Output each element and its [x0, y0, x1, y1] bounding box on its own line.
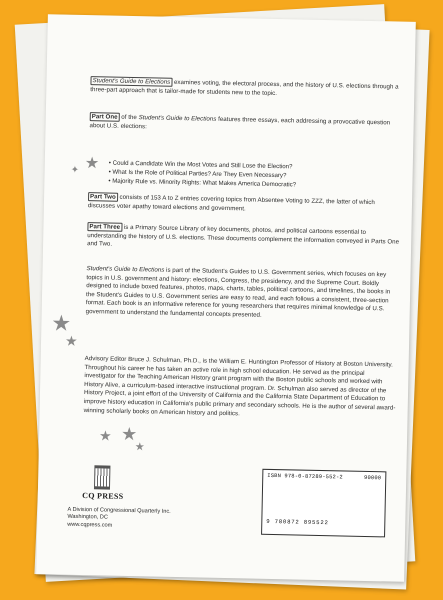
- part-two-text: consists of 153 A to Z entries covering topics from Absentee Voting to ZZZ, the latter of which discusses voter apathy toward elections and government.: [87, 193, 375, 212]
- star-icon: ✦: [70, 164, 80, 176]
- barcode-bar: [304, 482, 305, 516]
- barcode-bar: [383, 483, 384, 517]
- barcode-bar: [302, 482, 303, 516]
- barcode-bar: [325, 482, 326, 516]
- publisher-website: www.cqpress.com: [67, 521, 113, 529]
- star-icon: ★: [120, 423, 138, 445]
- barcode-bar: [385, 483, 386, 517]
- barcode-bar: [322, 482, 323, 516]
- star-icon: ★: [51, 310, 72, 336]
- barcode-bar: [268, 481, 269, 515]
- barcode-bar: [280, 481, 281, 515]
- barcode-bar: [331, 482, 332, 516]
- list-item: • Majority Rule vs. Minority Rights: What Makes America Democratic?: [108, 177, 378, 191]
- intro-paragraph: [90, 77, 402, 101]
- series-text: is part of the Student's Guides to U.S. Government series, which focuses on key topics in U.S. government and history: elections, Congress, the presidency, and the Supreme Court. Boldly designed to include boxed features, photos, maps, charts, tables, political cartoons, and timelines, the books in the Student's Guides to U.S. Government series are easy to read, and each follows a consistent, three-section format. Each book is an informative reference for young researchers that requires minimal knowledge of U.S. government to understand the fundamental concepts presented.: [85, 266, 391, 319]
- back-cover-page: [36, 14, 416, 582]
- barcode-bar: [307, 482, 308, 516]
- publisher-info: [67, 507, 171, 531]
- barcode-bar: [349, 483, 350, 517]
- star-icon: ★: [84, 155, 100, 173]
- barcode-bar: [370, 483, 371, 517]
- barcode-bar: [289, 481, 290, 515]
- barcode-digits: 9 780872 895522: [266, 517, 329, 527]
- barcode-bar: [338, 482, 339, 516]
- barcode-bar: [374, 483, 375, 517]
- barcode-bar: [320, 482, 321, 516]
- isbn-number: ISBN 978-0-87289-552-2: [267, 472, 343, 481]
- barcode-bar: [298, 482, 299, 516]
- column-icon: [94, 465, 110, 489]
- barcode-bar: [311, 482, 312, 516]
- barcode-bar: [356, 483, 357, 517]
- barcode-bar: [266, 481, 267, 515]
- part-three-text: is a Primary Source Library of key documents, photos, and political cartoons essential to understanding the history of U.S. elections. These documents complement the information conveyed in Parts One and Two.: [87, 223, 400, 248]
- barcode-bar: [293, 481, 294, 515]
- advisory-text: Advisory Editor Bruce J. Schulman, Ph.D., is the William E. Huntington Professor of History at Boston University. Throughout his career he has taken an active role in high school education. He served as the principal investigator for the Teaching American History grant program with the Boston public schools and worked with History Alive, a curriculum-based interactive instructional program. Dr. Schulman also served as director of the History Project, a joint effort of the University of California and the California State Department of Education to improve history education in California's public primary and secondary schools. He is the author of several award-winning scholarly books on American history and politics.: [83, 355, 396, 417]
- barcode-bar: [340, 482, 341, 516]
- barcode-bar: [313, 482, 314, 516]
- barcode-bar: [394, 484, 395, 518]
- barcode-bar: [358, 483, 359, 517]
- part-three-paragraph: [87, 223, 399, 255]
- barcode-bar: [284, 481, 285, 515]
- logo-text: CQ PRESS: [82, 491, 124, 501]
- barcode-bar: [329, 482, 330, 516]
- barcode-bar: [365, 483, 366, 517]
- part-two-paragraph: [88, 193, 400, 217]
- cq-press-logo: [68, 465, 139, 501]
- intro-text: examines voting, the electoral process, and the history of U.S. elections through a three-part approach that is tailor-made for students new to the topic.: [90, 78, 399, 97]
- part-one-paragraph: [89, 113, 401, 137]
- barcode-bar: [316, 482, 317, 516]
- advisory-editor-paragraph: [84, 355, 397, 422]
- barcode-bar: [295, 482, 296, 516]
- barcode-bar: [367, 483, 368, 517]
- part-one-text-b: features three essays, each addressing a provocative question about U.S. elections:: [89, 115, 391, 130]
- barcode-bar: [286, 481, 287, 515]
- barcode-bar: [403, 484, 404, 518]
- part-three-label: Part Three: [87, 222, 122, 232]
- part-one-text-a: of the: [119, 113, 139, 122]
- part-two-label: Part Two: [88, 192, 118, 202]
- star-icon: ★: [64, 332, 78, 349]
- barcode-bar: [347, 483, 348, 517]
- book-title: Student's Guide to Elections: [138, 114, 217, 123]
- barcode-bar: [275, 481, 276, 515]
- barcode-bar: [277, 481, 278, 515]
- barcode-bar: [388, 483, 389, 517]
- essay-question-list: [108, 160, 378, 192]
- barcode-bars: [266, 481, 381, 519]
- series-paragraph: [86, 265, 399, 323]
- barcode-bar: [392, 484, 393, 518]
- barcode-bar: [397, 484, 398, 518]
- book-title: Student's Guide to Elections: [90, 76, 172, 87]
- book-title: Student's Guide to Elections: [86, 265, 165, 274]
- barcode-bar: [352, 483, 353, 517]
- part-one-label: Part One: [90, 112, 120, 122]
- barcode-bar: [376, 483, 377, 517]
- publisher-division: A Division of Congressional Quarterly Inc.: [67, 506, 171, 515]
- publisher-city: Washington, DC: [67, 514, 108, 521]
- barcode-bar: [379, 483, 380, 517]
- barcode-bar: [361, 483, 362, 517]
- list-item: • What Is the Role of Political Parties? Are They Even Necessary?: [109, 168, 379, 182]
- barcode-bar: [271, 481, 272, 515]
- barcode-bar: [401, 484, 402, 518]
- star-icon: ★: [134, 441, 145, 454]
- price-code: 90000: [364, 474, 382, 482]
- list-item: • Could a Candidate Win the Most Votes and Still Lose the Election?: [109, 160, 379, 174]
- star-icon: ★: [98, 427, 112, 444]
- barcode-bar: [343, 483, 344, 517]
- barcode-bar: [334, 482, 335, 516]
- isbn-barcode: [261, 469, 386, 538]
